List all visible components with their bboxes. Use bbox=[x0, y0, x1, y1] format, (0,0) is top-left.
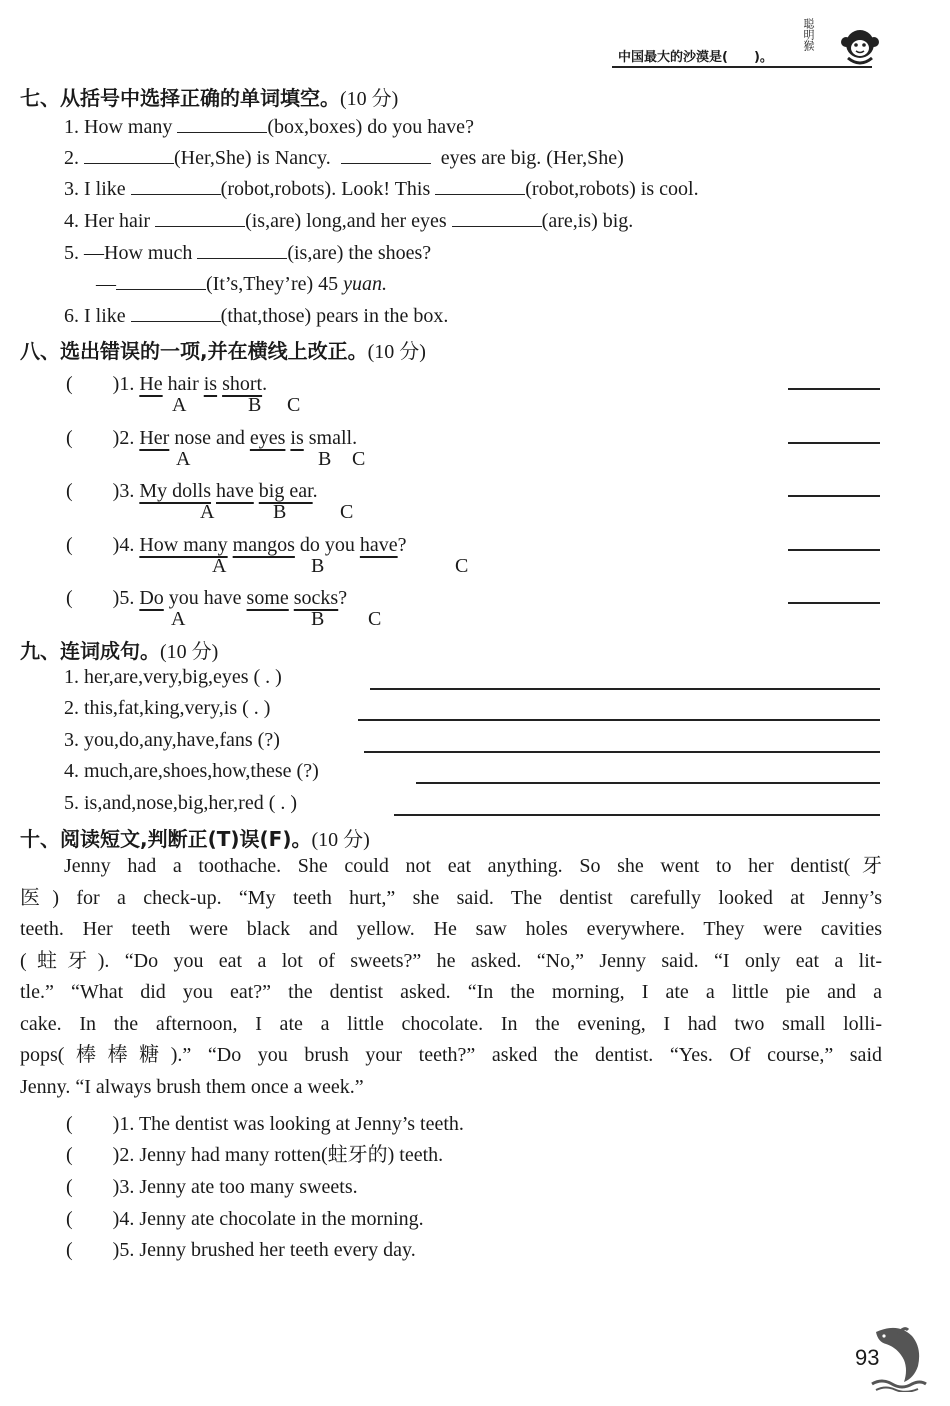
sec9-item-2: 2. this,fat,king,very,is ( . ) bbox=[64, 697, 271, 719]
passage-line: cake. In the afternoon, I ate a little chocolate. In the evening, I had two small lolli- bbox=[20, 1012, 882, 1035]
q3-text: 3. I like bbox=[64, 178, 126, 200]
section-7-heading: 七、从括号中选择正确的单词填空。 bbox=[20, 86, 340, 110]
answer-paren[interactable]: ( )3. bbox=[66, 480, 135, 502]
correction-line[interactable] bbox=[788, 602, 880, 604]
letter-c: C bbox=[340, 501, 354, 523]
letter-a: A bbox=[172, 394, 187, 416]
option-c: is bbox=[290, 427, 304, 449]
sec10-item-4[interactable]: ( )4. Jenny ate chocolate in the morning. bbox=[66, 1208, 424, 1230]
section-8-heading: 八、选出错误的一项,并在横线上改正。 bbox=[20, 339, 368, 363]
section-9-title bbox=[20, 635, 218, 664]
q4-text-3: (are,is) big. bbox=[541, 210, 634, 232]
punct: ? bbox=[338, 587, 348, 609]
passage-line: (蛀牙). “Do you eat a lot of sweets?” he asked. “No,” Jenny said. “I only eat a lit- bbox=[20, 949, 882, 972]
plain-text: you have bbox=[168, 587, 242, 609]
q4-text-2: (is,are) long,and her eyes bbox=[245, 210, 447, 232]
option-a: Her bbox=[139, 427, 170, 449]
option-b: is bbox=[203, 373, 218, 395]
answer-line[interactable] bbox=[416, 782, 880, 784]
sec7-q3 bbox=[64, 176, 699, 201]
answer-blank[interactable] bbox=[131, 176, 221, 195]
section-7-title bbox=[20, 82, 398, 111]
letter-c: C bbox=[287, 394, 301, 416]
section-8-score: (10 分) bbox=[367, 341, 426, 363]
q1-text: 1. How many bbox=[64, 116, 173, 138]
correction-line[interactable] bbox=[788, 549, 880, 551]
plain-text: hair bbox=[167, 373, 199, 395]
passage-line: 医) for a check-up. “My teeth hurt,” she said. The dentist carefully looked at Jenny’s bbox=[20, 886, 882, 909]
sec7-q6 bbox=[64, 303, 448, 328]
passage-line: tle.” “What did you eat?” the dentist asked. “In the morning, I ate a little pie and a bbox=[20, 981, 882, 1003]
answer-blank[interactable] bbox=[84, 145, 174, 164]
correction-line[interactable] bbox=[788, 442, 880, 444]
punct: ? bbox=[397, 534, 407, 556]
letter-c: C bbox=[368, 608, 382, 630]
dolphin-icon bbox=[868, 1322, 928, 1392]
sec10-item-5[interactable]: ( )5. Jenny brushed her teeth every day. bbox=[66, 1239, 416, 1261]
answer-paren[interactable]: ( )5. bbox=[66, 587, 135, 609]
sec9-item-1: 1. her,are,very,big,eyes ( . ) bbox=[64, 666, 282, 688]
q3-text-2: (robot,robots). Look! This bbox=[220, 178, 431, 200]
sec7-q5-reply bbox=[96, 271, 387, 296]
answer-blank[interactable] bbox=[435, 176, 525, 195]
option-c: big ear bbox=[258, 480, 313, 502]
sec8-item-3 bbox=[66, 474, 318, 503]
letter-b: B bbox=[248, 394, 262, 416]
answer-paren[interactable]: ( )2. bbox=[66, 427, 135, 449]
letter-c: C bbox=[352, 448, 366, 470]
section-7-score: (10 分) bbox=[340, 88, 399, 110]
punct: . bbox=[262, 373, 268, 395]
answer-paren[interactable]: ( )4. bbox=[66, 534, 135, 556]
sec9-item-5: 5. is,and,nose,big,her,red ( . ) bbox=[64, 792, 298, 814]
option-b: mangos bbox=[232, 534, 295, 556]
letter-b: B bbox=[311, 555, 325, 577]
q2-text: (Her,She) is Nancy. bbox=[174, 147, 331, 169]
q3-text-3: (robot,robots) is cool. bbox=[525, 178, 699, 200]
section-10-score: (10 分) bbox=[311, 829, 370, 851]
option-a: How many bbox=[139, 534, 228, 556]
answer-line[interactable] bbox=[370, 688, 880, 690]
q2-num: 2. bbox=[64, 147, 79, 169]
reading-passage bbox=[20, 851, 882, 1103]
sec8-item-2 bbox=[66, 421, 357, 450]
answer-blank[interactable] bbox=[155, 208, 245, 227]
correction-line[interactable] bbox=[788, 388, 880, 390]
answer-blank[interactable] bbox=[197, 240, 287, 259]
option-c: short bbox=[222, 373, 263, 395]
sec8-item-1 bbox=[66, 367, 267, 396]
letter-b: B bbox=[273, 501, 287, 523]
answer-blank[interactable] bbox=[452, 208, 542, 227]
section-10-heading: 十、阅读短文,判断正(T)误(F)。 bbox=[20, 827, 312, 851]
q6-text-2: (that,those) pears in the box. bbox=[220, 305, 449, 327]
answer-line[interactable] bbox=[394, 814, 880, 816]
plain-text: nose and bbox=[174, 427, 245, 449]
letter-a: A bbox=[176, 448, 191, 470]
sec8-item-4 bbox=[66, 528, 407, 557]
option-b: some bbox=[246, 587, 289, 609]
answer-blank[interactable] bbox=[116, 271, 206, 290]
sec7-q5 bbox=[64, 240, 431, 265]
passage-line: Jenny. “I always brush them once a week.” bbox=[20, 1075, 364, 1098]
letter-a: A bbox=[200, 501, 215, 523]
q5-reply-text: (It’s,They’re) 45 bbox=[206, 273, 344, 295]
option-a: My dolls bbox=[139, 480, 212, 502]
passage-line: Jenny had a toothache. She could not eat anything. So she went to her dentist(牙 bbox=[64, 855, 882, 877]
option-c: socks bbox=[293, 587, 339, 609]
option-b: eyes bbox=[249, 427, 286, 449]
letter-a: A bbox=[171, 608, 186, 630]
sec7-q2 bbox=[64, 145, 624, 170]
passage-line: teeth. Her teeth were black and yellow. He saw holes everywhere. They were cavities bbox=[20, 918, 882, 940]
answer-line[interactable] bbox=[358, 719, 880, 721]
q5-currency: yuan. bbox=[343, 273, 388, 295]
plain-text: do you bbox=[299, 534, 355, 556]
section-10-title bbox=[20, 823, 370, 852]
dash: — bbox=[96, 273, 116, 295]
monkey-mascot-icon bbox=[826, 18, 882, 68]
correction-line[interactable] bbox=[788, 495, 880, 497]
sec10-item-2[interactable]: ( )2. Jenny had many rotten(蛀牙的) teeth. bbox=[66, 1144, 444, 1166]
q5-text: 5. —How much bbox=[64, 242, 193, 264]
answer-blank[interactable] bbox=[177, 114, 267, 133]
sec9-item-4: 4. much,are,shoes,how,these (?) bbox=[64, 760, 319, 782]
sec7-q4 bbox=[64, 208, 633, 233]
section-8-title bbox=[20, 335, 426, 364]
section-9-score: (10 分) bbox=[160, 641, 219, 663]
q2-text-2: eyes are big. (Her,She) bbox=[440, 147, 624, 169]
sec9-item-3: 3. you,do,any,have,fans (?) bbox=[64, 729, 280, 751]
sec8-item-5 bbox=[66, 581, 347, 610]
header-question: 中国最大的沙漠是( )。 bbox=[618, 50, 773, 65]
letter-b: B bbox=[311, 608, 325, 630]
q6-text: 6. I like bbox=[64, 305, 126, 327]
letter-a: A bbox=[212, 555, 227, 577]
letter-c: C bbox=[455, 555, 469, 577]
sec7-q1 bbox=[64, 114, 474, 139]
option-b: have bbox=[216, 480, 254, 502]
punct: . bbox=[312, 480, 318, 502]
plain-text: small. bbox=[308, 427, 358, 449]
answer-line[interactable] bbox=[364, 751, 880, 753]
answer-blank[interactable] bbox=[131, 303, 221, 322]
mascot-label: 聪明猴 bbox=[802, 18, 815, 51]
section-9-heading: 九、连词成句。 bbox=[20, 639, 160, 663]
page-number: 93 bbox=[855, 1345, 880, 1370]
q4-text: 4. Her hair bbox=[64, 210, 151, 232]
answer-paren[interactable]: ( )1. bbox=[66, 373, 135, 395]
letter-b: B bbox=[318, 448, 332, 470]
passage-line: pops(棒棒糖).” “Do you brush your teeth?” asked the dentist. “Yes. Of course,” said bbox=[20, 1044, 882, 1066]
q1-options: (box,boxes) do you have? bbox=[267, 116, 474, 138]
q5-text-2: (is,are) the shoes? bbox=[287, 242, 432, 264]
sec10-item-1[interactable]: ( )1. The dentist was looking at Jenny’s teeth. bbox=[66, 1113, 464, 1135]
option-c: have bbox=[359, 534, 398, 556]
option-a: He bbox=[139, 373, 163, 395]
option-a: Do bbox=[139, 587, 164, 609]
answer-blank[interactable] bbox=[341, 145, 431, 164]
sec10-item-3[interactable]: ( )3. Jenny ate too many sweets. bbox=[66, 1176, 358, 1198]
